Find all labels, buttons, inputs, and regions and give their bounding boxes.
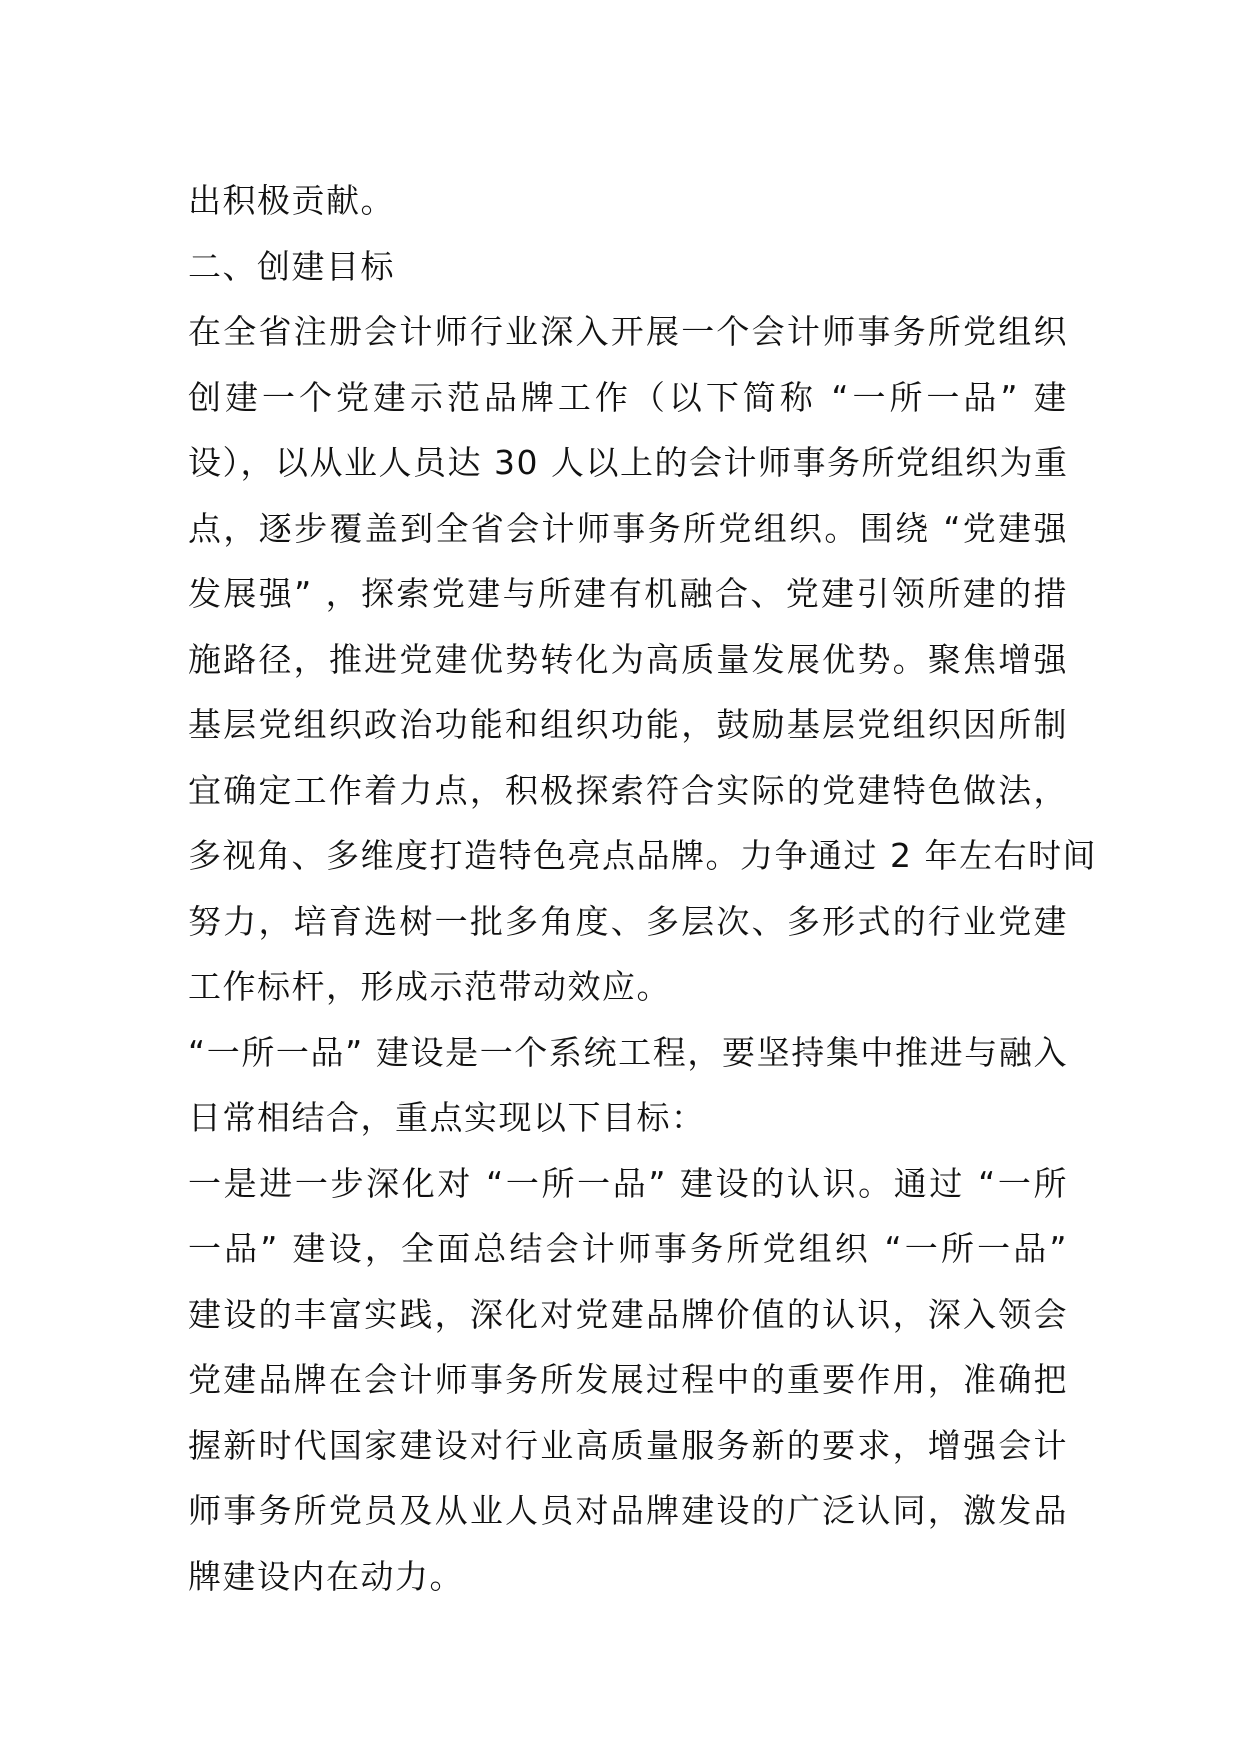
text-line: 出积极贡献。 bbox=[188, 181, 395, 220]
text-line: 发展强” ，探索党建与所建有机融合、党建引领所建的措 bbox=[188, 574, 1068, 613]
text-line: “一所一品” 建设是一个系统工程，要坚持集中推进与融入 bbox=[188, 1032, 1068, 1072]
text-line: 努力，培育选树一批多角度、多层次、多形式的行业党建 bbox=[188, 901, 1068, 941]
text-line: 基层党组织政治功能和组织功能，鼓励基层党组织因所制 bbox=[188, 705, 1068, 744]
section-heading: 二、创建目标 bbox=[188, 246, 395, 286]
text-line: 多视角、多维度打造特色亮点品牌。力争通过 2 年左右时间 bbox=[188, 836, 1097, 875]
text-line: 点，逐步覆盖到全省会计师事务所党组织。围绕 “党建强 bbox=[188, 508, 1068, 548]
text-line: 日常相结合，重点实现以下目标： bbox=[188, 1098, 706, 1137]
text-line: 牌建设内在动力。 bbox=[188, 1556, 464, 1596]
text-line: 工作标杆，形成示范带动效应。 bbox=[188, 967, 671, 1006]
document-body bbox=[188, 168, 1097, 1609]
text-line: 宜确定工作着力点，积极探索符合实际的党建特色做法， bbox=[188, 770, 1068, 810]
text-line: 在全省注册会计师行业深入开展一个会计师事务所党组织 bbox=[188, 312, 1068, 351]
text-line: 创建一个党建示范品牌工作（以下简称 “一所一品” 建 bbox=[188, 377, 1068, 417]
text-line: 建设的丰富实践，深化对党建品牌价值的认识，深入领会 bbox=[188, 1294, 1068, 1334]
text-line: 一品” 建设，全面总结会计师事务所党组织 “一所一品” bbox=[188, 1229, 1068, 1268]
text-line: 握新时代国家建设对行业高质量服务新的要求，增强会计 bbox=[188, 1425, 1068, 1465]
text-line: 一是进一步深化对 “一所一品” 建设的认识。通过 “一所 bbox=[188, 1163, 1068, 1203]
text-line: 设），以从业人员达 30 人以上的会计师事务所党组织为重 bbox=[188, 443, 1069, 482]
text-line: 师事务所党员及从业人员对品牌建设的广泛认同，激发品 bbox=[188, 1491, 1068, 1530]
text-line: 施路径，推进党建优势转化为高质量发展优势。聚焦增强 bbox=[188, 639, 1068, 679]
text-line: 党建品牌在会计师事务所发展过程中的重要作用，准确把 bbox=[188, 1360, 1068, 1399]
